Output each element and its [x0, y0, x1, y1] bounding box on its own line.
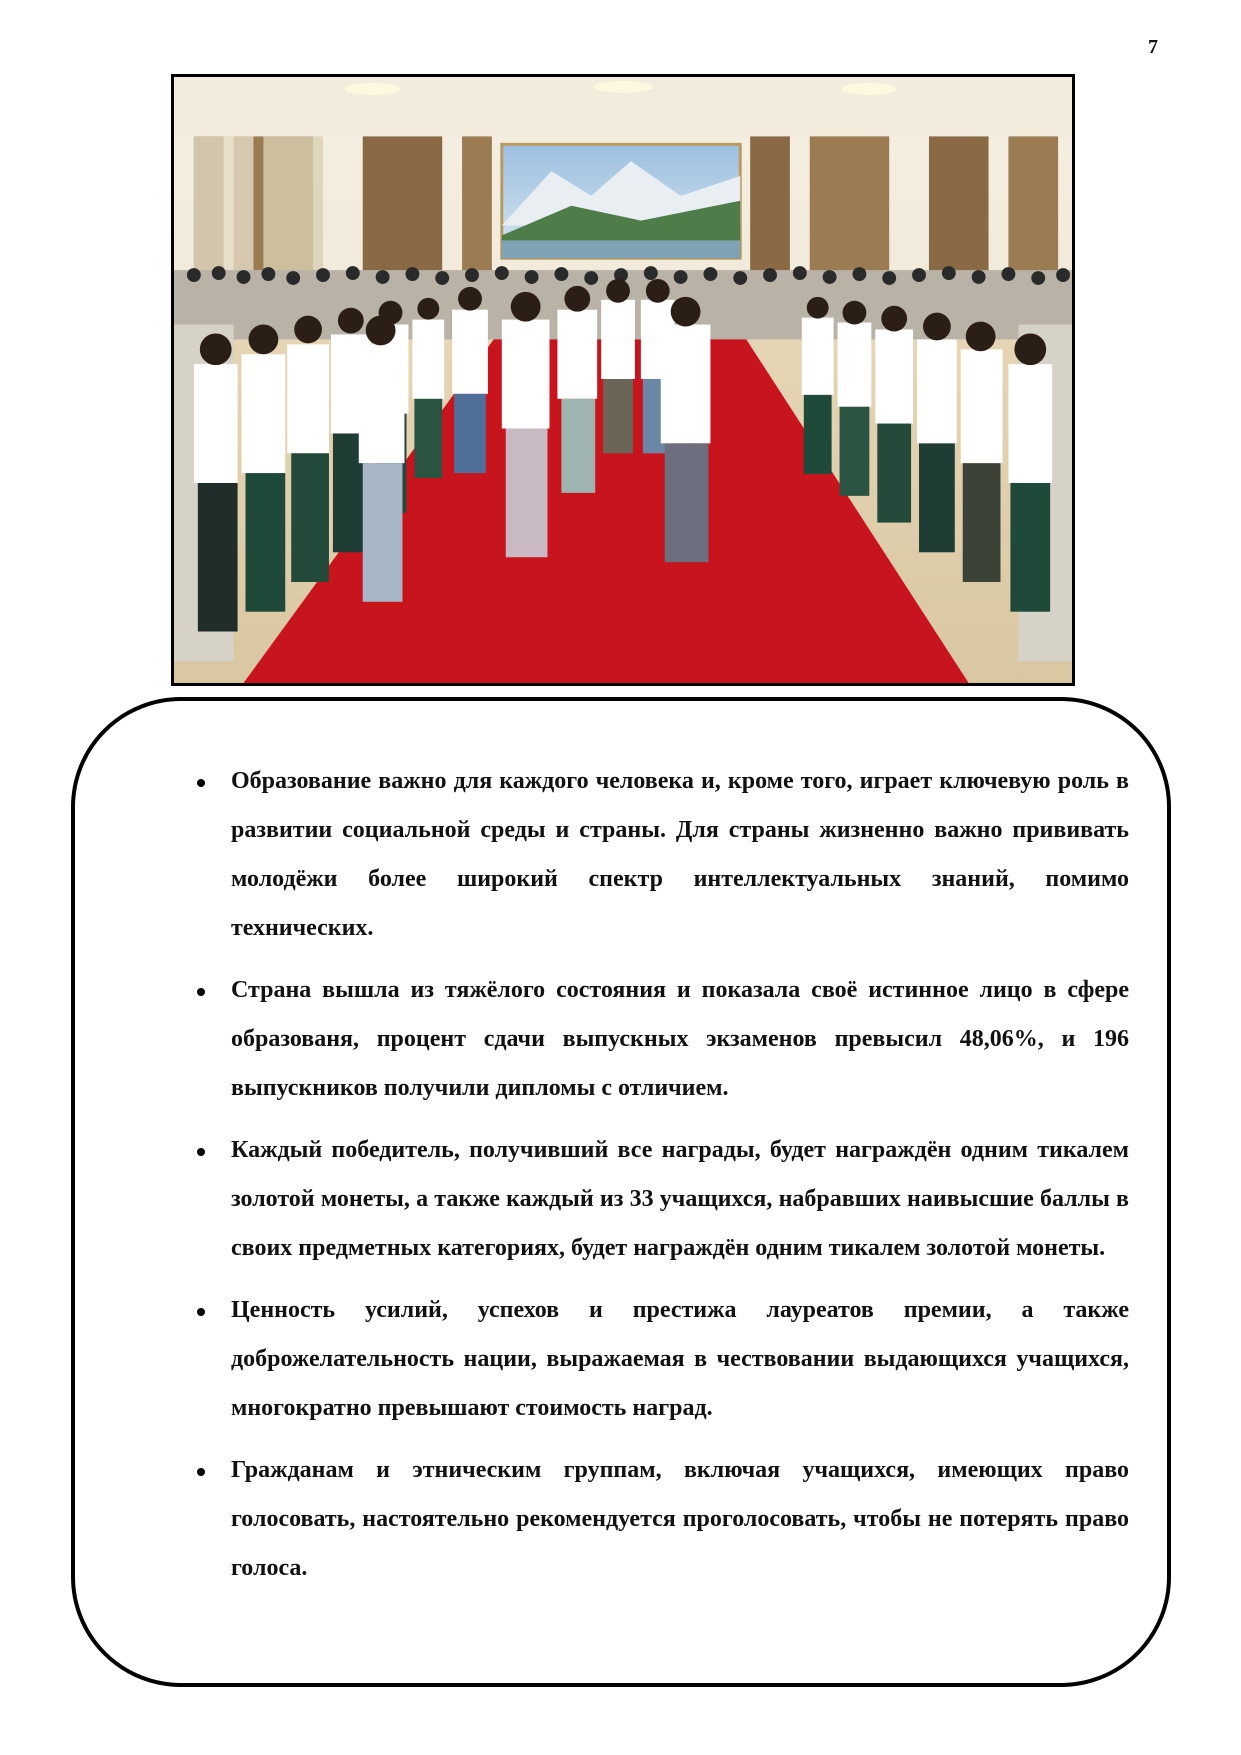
bullet-item	[159, 966, 1129, 1113]
bullet-text: Ценность усилий, успехов и престижа лауреатов премии, а также доброжелательность нации, выражаемая в чествовании выдающихся учащихся, многократно превышают стоимость наград.	[231, 1297, 1129, 1421]
bullet-item	[159, 1126, 1129, 1273]
bullet-item	[159, 757, 1129, 953]
bullet-list	[159, 757, 1129, 1606]
bullet-icon	[197, 1308, 205, 1316]
bullet-icon	[197, 1468, 205, 1476]
bullet-text: Страна вышла из тяжёлого состояния и показала своё истинное лицо в сфере образованя, процент сдачи выпускных экзаменов превысил 48,06%, и 196 выпускников получили дипломы с отличием.	[231, 977, 1129, 1101]
bullet-text: Каждый победитель, получивший все награды, будет награждён одним тикалем золотой монеты, а также каждый из 33 учащихся, набравших наивысшие баллы в своих предметных категориях, будет награждён одним тикалем золотой монеты.	[231, 1137, 1129, 1261]
text-box	[71, 697, 1171, 1687]
ceremony-photo-illustration	[174, 77, 1072, 683]
bullet-icon	[197, 1148, 205, 1156]
bullet-text: Гражданам и этническим группам, включая учащихся, имеющих право голосовать, настоятельно рекомендуется проголосовать, чтобы не потерять право голоса.	[231, 1457, 1129, 1581]
ceremony-photo	[171, 74, 1075, 686]
bullet-text: Образование важно для каждого человека и, кроме того, играет ключевую роль в развитии социальной среды и страны. Для страны жизненно важно прививать молодёжи более широкий спектр интеллектуальных знаний, помимо технических.	[231, 768, 1129, 941]
bullet-item	[159, 1446, 1129, 1593]
bullet-icon	[197, 779, 205, 787]
bullet-item	[159, 1286, 1129, 1433]
bullet-icon	[197, 988, 205, 996]
page-number: 7	[1148, 36, 1158, 58]
